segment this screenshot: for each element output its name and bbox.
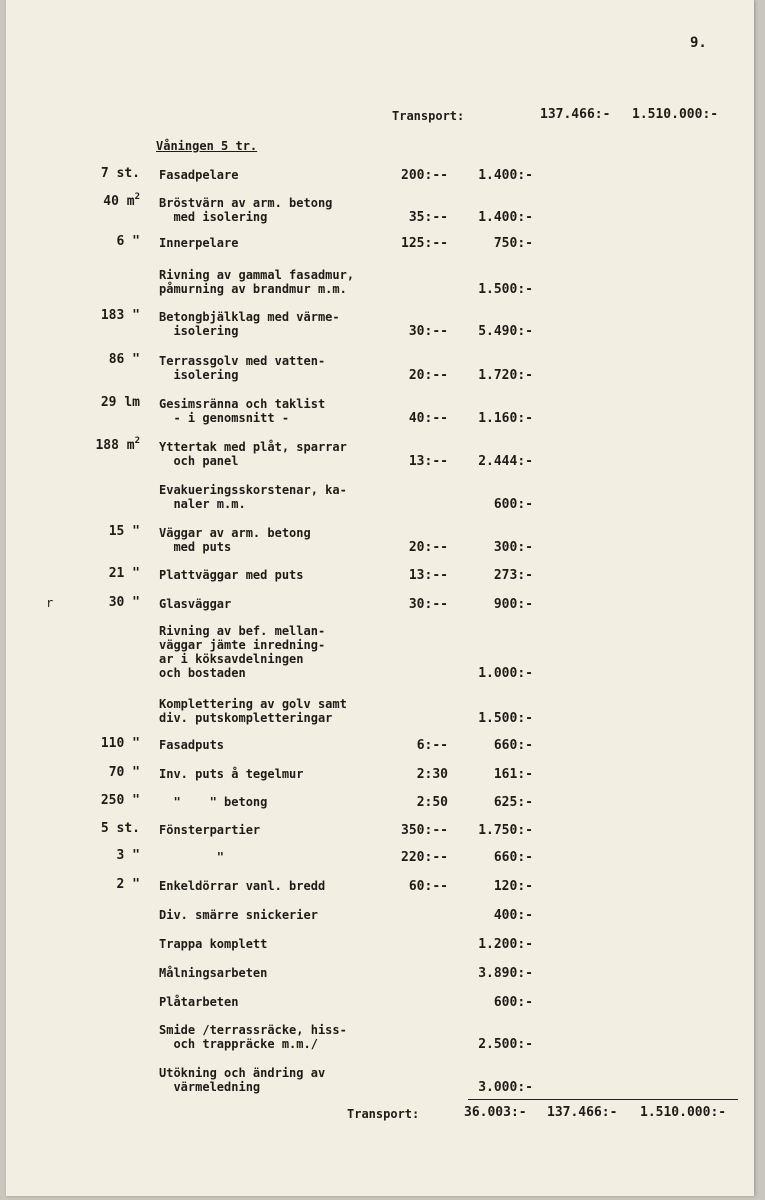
- item-description-line: Bröstvärn av arm. betong: [159, 196, 333, 210]
- item-quantity-text: 15 ": [108, 524, 140, 539]
- item-total: 900:-: [493, 597, 533, 612]
- item-total: 1.400:-: [478, 210, 533, 225]
- item-total: 625:-: [493, 795, 533, 810]
- item-quantity-exponent: 2: [134, 191, 140, 202]
- item-quantity: [101, 309, 140, 323]
- item-total: 120:-: [493, 879, 533, 894]
- item-quantity-text: 188 m: [95, 438, 135, 453]
- item-description-line: Rivning av bef. mellan-: [159, 624, 326, 638]
- item-description-line: och bostaden: [159, 666, 246, 680]
- item-unit-price: 13:--: [408, 568, 448, 583]
- item-unit-price: 40:--: [408, 411, 448, 426]
- item-total: 660:-: [493, 738, 533, 753]
- item-description-line: Målningsarbeten: [159, 966, 268, 980]
- item-description-line: Enkeldörrar vanl. bredd: [159, 879, 326, 893]
- item-total: 1.750:-: [478, 823, 533, 838]
- item-description-line: div. putskompletteringar: [159, 711, 333, 725]
- item-description-line: väggar jämte inredning-: [159, 638, 326, 652]
- document-page: [6, 0, 754, 1196]
- item-description-line: Glasväggar: [159, 597, 232, 611]
- item-total: 161:-: [493, 767, 533, 782]
- transport-bottom-amount-2: 137.466:-: [547, 1105, 618, 1120]
- page-number: 9.: [690, 35, 707, 51]
- item-quantity-exponent: 2: [134, 435, 140, 446]
- item-description-line: - i genomsnitt -: [159, 411, 290, 425]
- item-quantity: [117, 878, 140, 892]
- item-description-line: och panel: [159, 454, 239, 468]
- item-unit-price: 30:--: [408, 324, 448, 339]
- item-total: 3.000:-: [478, 1080, 533, 1095]
- item-description-line: Smide /terrassräcke, hiss-: [159, 1023, 347, 1037]
- item-quantity-text: 40 m: [103, 194, 135, 209]
- item-total: 600:-: [493, 497, 533, 512]
- item-quantity: [101, 396, 140, 410]
- item-quantity-text: 30 ": [108, 595, 140, 610]
- item-total: 5.490:-: [478, 324, 533, 339]
- item-description-line: Trappa komplett: [159, 937, 268, 951]
- item-unit-price: 35:--: [408, 210, 448, 225]
- item-total: 400:-: [493, 908, 533, 923]
- item-quantity: [101, 167, 140, 181]
- item-description-line: ar i köksavdelningen: [159, 652, 304, 666]
- item-unit-price: 60:--: [408, 879, 448, 894]
- item-description-line: Fönsterpartier: [159, 823, 261, 837]
- item-unit-price: 125:--: [401, 236, 448, 251]
- transport-amount-2: 1.510.000:-: [632, 107, 719, 122]
- item-description-line: isolering: [159, 324, 239, 338]
- transport-bottom-label: Transport:: [347, 1107, 420, 1121]
- item-description-line: naler m.m.: [159, 497, 246, 511]
- transport-amount-1: 137.466:-: [540, 107, 611, 122]
- item-unit-price: 6:--: [416, 738, 448, 753]
- item-description-line: Innerpelare: [159, 236, 239, 250]
- item-description-line: Gesimsränna och taklist: [159, 397, 326, 411]
- item-quantity-text: 86 ": [108, 352, 140, 367]
- item-quantity: [101, 737, 140, 751]
- item-description-line: Plåtarbeten: [159, 995, 239, 1009]
- item-description-line: Fasadputs: [159, 738, 225, 752]
- item-total: 660:-: [493, 850, 533, 865]
- item-quantity-text: 29 lm: [100, 395, 140, 410]
- item-description-line: ": [159, 850, 225, 864]
- item-quantity-text: 3 ": [116, 848, 140, 863]
- item-total: 1.000:-: [478, 666, 533, 681]
- item-total: 1.400:-: [478, 168, 533, 183]
- item-unit-price: 20:--: [408, 540, 448, 555]
- item-total: 750:-: [493, 236, 533, 251]
- item-unit-price: 200:--: [401, 168, 448, 183]
- item-unit-price: 30:--: [408, 597, 448, 612]
- item-quantity: [95, 435, 140, 453]
- item-description-line: med puts: [159, 540, 232, 554]
- item-description-line: Rivning av gammal fasadmur,: [159, 268, 355, 282]
- item-description-line: Fasadpelare: [159, 168, 239, 182]
- item-quantity-text: 183 ": [100, 308, 140, 323]
- item-description-line: Betongbjälklag med värme-: [159, 310, 340, 324]
- item-total: 600:-: [493, 995, 533, 1010]
- item-description-line: Evakueringsskorstenar, ka-: [159, 483, 347, 497]
- item-quantity: [117, 235, 140, 249]
- stray-mark: r: [46, 596, 54, 610]
- transport-bottom-amount-3: 1.510.000:-: [640, 1105, 727, 1120]
- item-quantity-text: 6 ": [116, 234, 140, 249]
- item-quantity: [109, 596, 140, 610]
- item-total: 300:-: [493, 540, 533, 555]
- item-total: 1.720:-: [478, 368, 533, 383]
- transport-label: Transport:: [392, 109, 465, 123]
- item-description-line: " " betong: [159, 795, 268, 809]
- item-unit-price: 350:--: [401, 823, 448, 838]
- item-total: 1.160:-: [478, 411, 533, 426]
- sum-rule: [468, 1099, 738, 1100]
- item-quantity: [109, 353, 140, 367]
- item-description-line: och trappräcke m.m./: [159, 1037, 318, 1051]
- item-total: 2.444:-: [478, 454, 533, 469]
- item-quantity-text: 110 ": [100, 736, 140, 751]
- item-total: 2.500:-: [478, 1037, 533, 1052]
- item-quantity-text: 7 st.: [100, 166, 140, 181]
- item-quantity-text: 21 ": [108, 566, 140, 581]
- item-description-line: Terrassgolv med vatten-: [159, 354, 326, 368]
- item-description-line: Div. smärre snickerier: [159, 908, 318, 922]
- item-total: 1.500:-: [478, 711, 533, 726]
- item-description-line: Plattväggar med puts: [159, 568, 304, 582]
- item-quantity: [109, 766, 140, 780]
- item-description-line: Yttertak med plåt, sparrar: [159, 440, 347, 454]
- item-description-line: påmurning av brandmur m.m.: [159, 282, 347, 296]
- item-unit-price: 220:--: [401, 850, 448, 865]
- item-quantity: [101, 822, 140, 836]
- item-quantity-text: 250 ": [100, 793, 140, 808]
- item-quantity-text: 5 st.: [100, 821, 140, 836]
- item-description-line: med isolering: [159, 210, 268, 224]
- item-quantity: [109, 525, 140, 539]
- item-description-line: isolering: [159, 368, 239, 382]
- item-unit-price: 2:30: [416, 767, 448, 782]
- item-quantity-text: 2 ": [116, 877, 140, 892]
- item-quantity: [117, 849, 140, 863]
- item-description-line: Komplettering av golv samt: [159, 697, 347, 711]
- item-description-line: värmeledning: [159, 1080, 261, 1094]
- item-description-line: Utökning och ändring av: [159, 1066, 326, 1080]
- item-unit-price: 13:--: [408, 454, 448, 469]
- item-quantity: [101, 794, 140, 808]
- transport-bottom-amount-1: 36.003:-: [464, 1105, 527, 1120]
- item-total: 3.890:-: [478, 966, 533, 981]
- item-unit-price: 2:50: [416, 795, 448, 810]
- section-heading: Våningen 5 tr.: [156, 139, 258, 153]
- item-quantity-text: 70 ": [108, 765, 140, 780]
- item-total: 1.500:-: [478, 282, 533, 297]
- item-unit-price: 20:--: [408, 368, 448, 383]
- item-total: 273:-: [493, 568, 533, 583]
- item-quantity: [103, 191, 140, 209]
- item-description-line: Inv. puts å tegelmur: [159, 767, 304, 781]
- item-quantity: [109, 567, 140, 581]
- item-description-line: Väggar av arm. betong: [159, 526, 311, 540]
- item-total: 1.200:-: [478, 937, 533, 952]
